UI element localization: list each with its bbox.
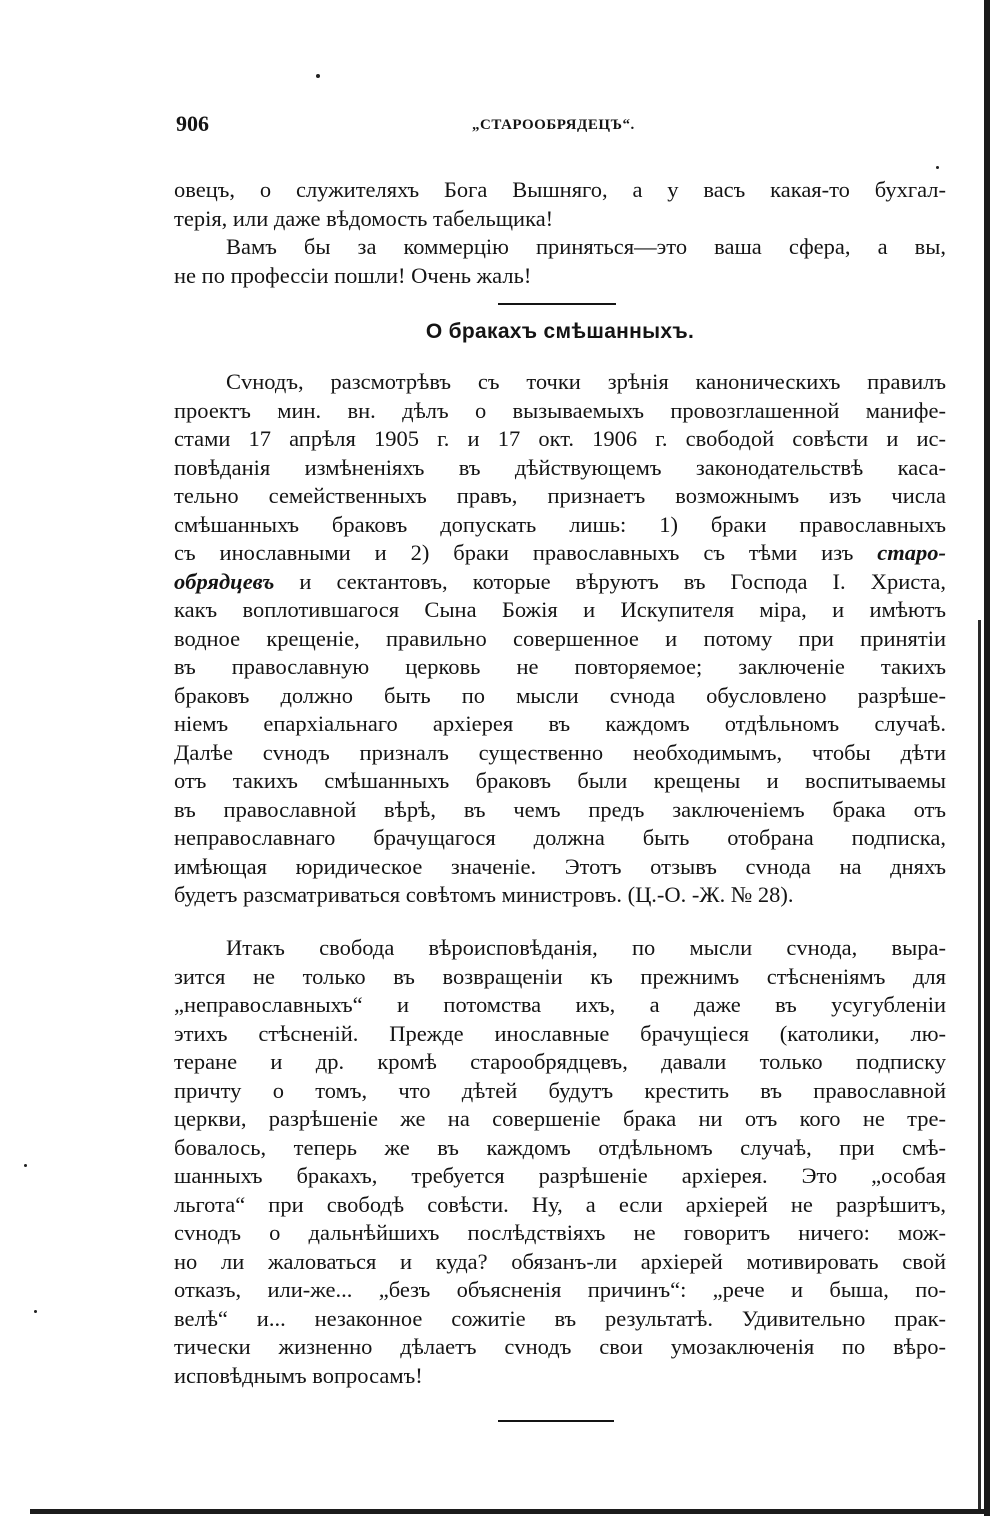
text-line: но ли жаловаться и куда? обязанъ-ли архіерей мотивировать свой: [174, 1248, 946, 1274]
scan-speck: [24, 1164, 27, 1167]
text-line: церкви, разрѣшеніе же на совершеніе брака ни отъ кого не тре-: [174, 1106, 946, 1131]
scan-speck: [936, 166, 939, 169]
separator-rule: [498, 303, 616, 305]
page-number: 906: [176, 111, 209, 136]
scan-border-bottom: [30, 1509, 990, 1514]
intro-text: [174, 176, 946, 290]
text-line: повѣданія измѣненіяхъ въ дѣйствующемъ законодательствѣ каса-: [174, 454, 946, 480]
text-line: будетъ разсматриваться совѣтомъ министровъ. (Ц.-О. -Ж. № 28).: [174, 882, 794, 907]
text-line: браковъ должно быть по мысли сvнода обусловлено разрѣше-: [174, 682, 946, 708]
text-line: „неправославныхъ“ и потомства ихъ, а даже въ усугубленіи: [174, 992, 946, 1017]
text-line: тически жизненно дѣлаетъ сvнодъ свои умозаключенія по вѣро-: [174, 1334, 946, 1359]
page-header: [176, 111, 946, 141]
section-title: О бракахъ смѣшанныхъ.: [425, 320, 695, 343]
text-line: ніемъ епархіальнаго архіерея въ каждомъ отдѣльномъ случаѣ.: [174, 711, 946, 736]
text-line: велѣ“ и... незаконное сожитіе въ результатѣ. Удивительно прак-: [174, 1305, 946, 1331]
text-line: въ православной вѣрѣ, въ чемъ предъ заключеніемъ брака отъ: [174, 796, 946, 822]
italic-word: старо-: [877, 540, 946, 565]
text-line: неправославнаго брачущагося должна быть отобрана подписка,: [174, 825, 946, 850]
text-line: [174, 568, 946, 597]
scan-border-right: [984, 0, 990, 1516]
text-line: Вамъ бы за коммерцію приняться—это ваша сфера, а вы,: [226, 234, 946, 259]
text-run: съ инославными и 2) браки православныхъ съ тѣми изъ: [174, 540, 854, 565]
text-line: проектъ мин. вн. дѣлъ о вызываемыхъ провозглашенной манифе-: [174, 397, 946, 423]
text-line: овецъ, о служителяхъ Бога Вышняго, а у васъ какая-то бухгал-: [174, 177, 946, 202]
paragraph-2: [174, 934, 946, 1390]
text-line: причту о томъ, что дѣтей будутъ крестить въ православной: [174, 1077, 946, 1103]
text-line: сvнодъ о дальнѣйшихъ послѣдствіяхъ не говоритъ ничего: мож-: [174, 1220, 946, 1245]
text-line: Итакъ свобода вѣроисповѣданія, по мысли сvнода, выра-: [226, 935, 946, 960]
text-line: Сvнодъ, разсмотрѣвъ съ точки зрѣнія каноническихъ правилъ: [226, 369, 946, 394]
text-line: этихъ стѣсненій. Прежде инославные брачущіеся (католики, лю-: [174, 1020, 946, 1046]
text-line: теране и др. кромѣ старообрядцевъ, давали только подписку: [174, 1049, 946, 1074]
text-line: бовалось, теперь же въ каждомъ отдѣльномъ случаѣ, при смѣ-: [174, 1134, 946, 1160]
scan-speck: [34, 1310, 37, 1313]
text-line: водное крещеніе, правильно совершенное и потому при принятіи: [174, 625, 946, 651]
text-line: отказъ, или-же... „безъ объясненія причинъ“: „рече и быша, по-: [174, 1277, 946, 1302]
text-line: Далѣе сvнодъ призналъ существенно необходимымъ, чтобы дѣти: [174, 739, 946, 765]
scan-speck: [316, 74, 320, 78]
italic-word: обрядцевъ: [174, 568, 275, 594]
text-run: и сектантовъ, которые вѣруютъ въ Господа І. Христа,: [274, 568, 946, 594]
text-line: терія, или даже вѣдомость табельщика!: [174, 205, 554, 231]
text-line: зится не только въ возвращеніи къ прежнимъ стѣсненіямъ для: [174, 963, 946, 989]
text-line: имѣющая юридическое значеніе. Этотъ отзывъ сvнода на дняхъ: [174, 853, 946, 879]
paragraph-1: [174, 368, 946, 910]
text-line: въ православную церковь не повторяемое; заключеніе такихъ: [174, 654, 946, 679]
text-line: отъ такихъ смѣшанныхъ браковъ были крещены и воспитываемы: [174, 768, 946, 793]
scan-border-right-inner: [978, 620, 981, 1510]
text-line: какъ воплотившагося Сына Божія и Искупителя міра, и имѣютъ: [174, 597, 946, 622]
text-line: льгота“ при свободѣ совѣсти. Ну, а если архіерей не разрѣшитъ,: [174, 1191, 946, 1217]
end-rule: [498, 1420, 614, 1422]
text-line: [174, 539, 946, 568]
text-line: исповѣднымъ вопросамъ!: [174, 1362, 423, 1388]
text-line: стами 17 апрѣля 1905 г. и 17 окт. 1906 г. свободой совѣсти и ис-: [174, 426, 946, 451]
text-line: тельно семейственныхъ правъ, признаетъ возможнымъ изъ числа: [174, 483, 946, 508]
running-head: „СТАРООБРЯДЕЦЪ“.: [472, 117, 635, 133]
text-line: смѣшанныхъ браковъ допускать лишь: 1) браки православныхъ: [174, 511, 946, 537]
text-line: шанныхъ бракахъ, требуется разрѣшеніе архіерея. Это „особая: [174, 1163, 946, 1188]
text-line: не по профессіи пошли! Очень жаль!: [174, 262, 532, 288]
